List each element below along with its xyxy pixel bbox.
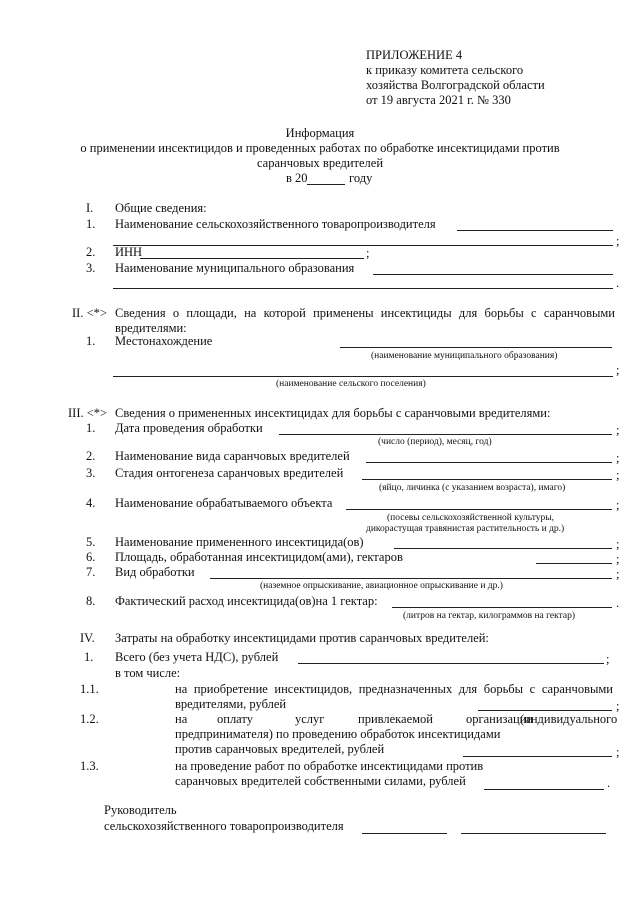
field-label: саранчовых вредителей собственными силами, рублей	[175, 774, 466, 788]
field-label: привлекаемой	[358, 712, 433, 726]
item-number: 1.3.	[80, 759, 99, 773]
item-number: 4.	[86, 496, 96, 510]
field-label: организации	[466, 712, 534, 726]
item-number: 1.1.	[80, 682, 99, 696]
section-number: I.	[86, 201, 94, 215]
appendix-line: к приказу комитета сельского	[366, 63, 524, 77]
item-number: 1.2.	[80, 712, 99, 726]
municipality-field[interactable]	[373, 274, 613, 275]
municipality-field-cont[interactable]	[113, 288, 613, 289]
field-label: на приобретение инсектицидов, предназначенных для борьбы с саранчовыми	[175, 682, 613, 696]
field-hint: (яйцо, личинка (с указанием возраста), имаго)	[379, 483, 566, 493]
semicolon: ;	[616, 567, 620, 581]
item-number: 3.	[86, 261, 96, 275]
producer-name-field[interactable]	[457, 230, 613, 231]
section-number: IV.	[80, 631, 95, 645]
field-hint: (наземное опрыскивание, авиационное опрыскивание и др.)	[260, 581, 503, 591]
total-cost-field[interactable]	[298, 663, 604, 664]
field-label: Наименование примененного инсектицида(ов)	[115, 535, 364, 549]
field-label: в том числе:	[115, 666, 181, 680]
doc-subtitle: саранчовых вредителей	[256, 156, 384, 170]
doc-subtitle: о применении инсектицидов и проведенных работах по обработке инсектицидами против	[80, 141, 560, 155]
semicolon: ;	[616, 537, 620, 551]
field-label: Наименование вида саранчовых вредителей	[115, 449, 350, 463]
field-label: (индивидуального	[520, 712, 618, 726]
item-number: 1.	[84, 650, 94, 664]
semicolon: ;	[366, 246, 370, 260]
signature-field[interactable]	[362, 833, 447, 834]
services-cost-field[interactable]	[463, 756, 612, 757]
field-hint: (наименование сельского поселения)	[276, 379, 426, 389]
field-hint: (число (период), месяц, год)	[378, 437, 492, 447]
field-label: оплату	[217, 712, 253, 726]
item-number: 2.	[86, 245, 96, 259]
field-label: предпринимателя) по проведению обработок инсектицидами	[175, 727, 501, 741]
consumption-rate-field[interactable]	[392, 607, 612, 608]
field-label: Вид обработки	[115, 565, 195, 579]
semicolon: ;	[616, 745, 620, 759]
section-heading: Сведения о примененных инсектицидах для борьбы с саранчовыми вредителями:	[115, 406, 551, 420]
field-label: Площадь, обработанная инсектицидом(ами), гектаров	[115, 550, 403, 564]
field-label: Наименование муниципального образования	[115, 261, 355, 275]
field-label: Всего (без учета НДС), рублей	[115, 650, 279, 664]
semicolon: ;	[616, 234, 620, 248]
inn-field[interactable]	[140, 258, 364, 259]
semicolon: ;	[616, 468, 620, 482]
treatment-type-field[interactable]	[210, 578, 612, 579]
section-number: II. <*>	[72, 306, 107, 320]
field-hint: (литров на гектар, килограммов на гектар)	[403, 611, 575, 621]
year-prefix: в 20	[286, 171, 308, 185]
treated-object-field[interactable]	[346, 509, 612, 510]
item-number: 5.	[86, 535, 96, 549]
semicolon: ;	[616, 363, 620, 377]
appendix-title: ПРИЛОЖЕНИЕ 4	[366, 48, 463, 62]
field-label: Местонахождение	[115, 334, 213, 348]
field-label: на	[175, 712, 188, 726]
signature-title: сельскохозяйственного товаропроизводителя	[104, 819, 344, 833]
dot: .	[607, 776, 611, 790]
field-hint: дикорастущая травянистая растительность и др.)	[366, 524, 565, 534]
field-label: услуг	[295, 712, 325, 726]
field-label: на проведение работ по обработке инсектицидами против	[175, 759, 484, 773]
field-label: Дата проведения обработки	[115, 421, 263, 435]
field-label: Наименование обрабатываемого объекта	[115, 496, 333, 510]
section-heading: Сведения о площади, на которой применены инсектициды для борьбы с саранчовыми	[115, 306, 615, 320]
pest-species-field[interactable]	[366, 462, 612, 463]
doc-title: Информация	[285, 126, 355, 140]
field-label: Фактический расход инсектицида(ов)на 1 гектар:	[115, 594, 378, 608]
item-number: 2.	[86, 449, 96, 463]
section-heading: Затраты на обработку инсектицидами против саранчовых вредителей:	[115, 631, 489, 645]
semicolon: ;	[616, 451, 620, 465]
semicolon: ;	[606, 652, 610, 666]
field-label: Стадия онтогенеза саранчовых вредителей	[115, 466, 344, 480]
insecticide-cost-field[interactable]	[478, 710, 612, 711]
section-heading: Общие сведения:	[115, 201, 207, 215]
item-number: 1.	[86, 334, 96, 348]
appendix-line: хозяйства Волгоградской области	[366, 78, 545, 92]
semicolon: ;	[616, 552, 620, 566]
field-hint: (наименование муниципального образования)	[371, 351, 558, 361]
year-suffix: году	[349, 171, 373, 185]
item-number: 1.	[86, 421, 96, 435]
own-works-cost-field[interactable]	[484, 789, 604, 790]
semicolon: ;	[616, 498, 620, 512]
dot: .	[616, 596, 620, 610]
semicolon: ;	[616, 699, 620, 713]
field-label: против саранчовых вредителей, рублей	[175, 742, 385, 756]
producer-name-field-cont[interactable]	[113, 245, 613, 246]
signer-name-field[interactable]	[461, 833, 606, 834]
field-label: Наименование сельскохозяйственного товаропроизводителя	[115, 217, 436, 231]
item-number: 3.	[86, 466, 96, 480]
item-number: 6.	[86, 550, 96, 564]
year-blank[interactable]	[307, 184, 345, 185]
location-municipality-field[interactable]	[340, 347, 612, 348]
appendix-date: от 19 августа 2021 г. № 330	[366, 93, 511, 107]
item-number: 1.	[86, 217, 96, 231]
signature-title: Руководитель	[104, 803, 177, 817]
field-label: вредителями, рублей	[175, 697, 287, 711]
treatment-date-field[interactable]	[279, 434, 612, 435]
item-number: 7.	[86, 565, 96, 579]
ontogenesis-stage-field[interactable]	[362, 479, 612, 480]
field-label: ИНН	[115, 245, 143, 259]
treated-area-field[interactable]	[536, 563, 612, 564]
dot: .	[616, 276, 620, 290]
section-number: III. <*>	[68, 406, 108, 420]
location-settlement-field[interactable]	[113, 376, 613, 377]
insecticide-name-field[interactable]	[394, 548, 612, 549]
semicolon: ;	[616, 423, 620, 437]
section-heading: вредителями:	[115, 321, 187, 335]
field-hint: (посевы сельскохозяйственной культуры,	[387, 513, 555, 523]
item-number: 8.	[86, 594, 96, 608]
